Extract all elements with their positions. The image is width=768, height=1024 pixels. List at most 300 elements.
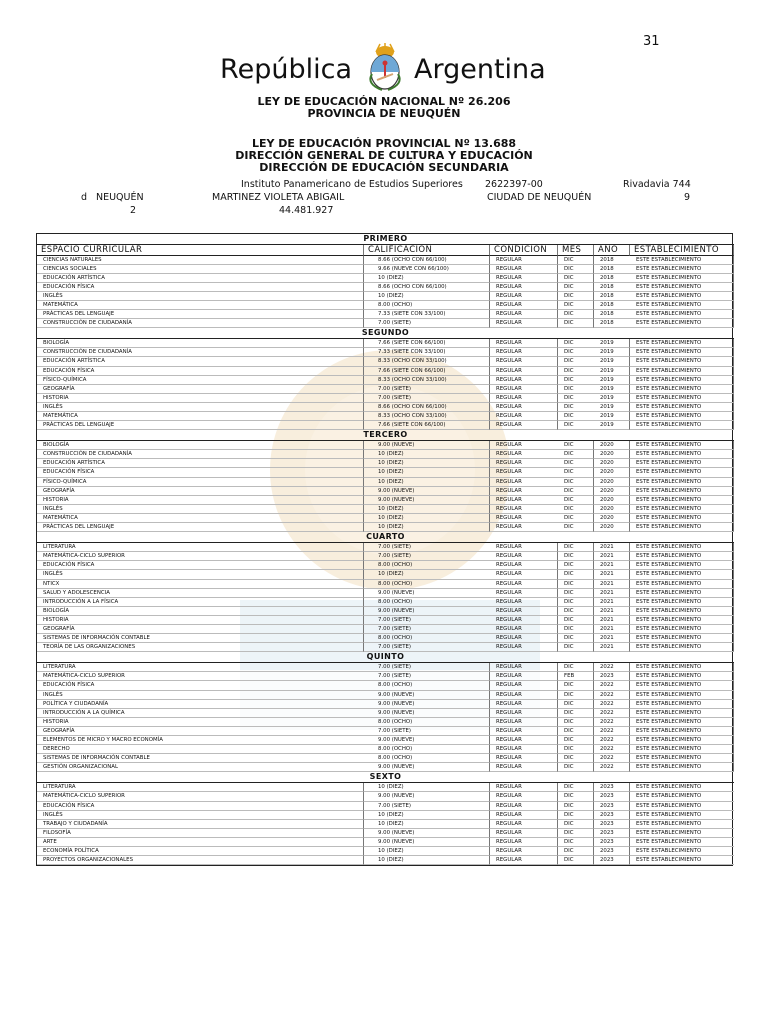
grade-cell: 10 (DIEZ) [364, 450, 490, 459]
year-heading: PRIMERO [37, 234, 734, 245]
subject-cell: LITERATURA [37, 543, 364, 552]
year-cell: 2019 [594, 367, 630, 376]
month-cell: DIC [558, 385, 594, 394]
grade-cell: 7.00 (SIETE) [364, 672, 490, 681]
grade-cell: 10 (DIEZ) [364, 523, 490, 532]
condition-cell: REGULAR [490, 634, 558, 643]
institution-cell: ESTE ESTABLECIMIENTO [630, 523, 734, 532]
institution-cell: ESTE ESTABLECIMIENTO [630, 607, 734, 616]
subject-cell: EDUCACIÓN FÍSICA [37, 681, 364, 690]
year-cell: 2020 [594, 468, 630, 477]
year-cell: 2023 [594, 811, 630, 820]
year-cell: 2022 [594, 745, 630, 754]
year-cell: 2021 [594, 598, 630, 607]
grade-cell: 8.66 (OCHO CON 66/100) [364, 403, 490, 412]
grade-cell: 8.00 (OCHO) [364, 754, 490, 763]
institution-cell: ESTE ESTABLECIMIENTO [630, 274, 734, 283]
condition-cell: REGULAR [490, 820, 558, 829]
institution-cell: ESTE ESTABLECIMIENTO [630, 580, 734, 589]
condition-cell: REGULAR [490, 421, 558, 430]
condition-cell: REGULAR [490, 274, 558, 283]
subject-cell: GEOGRAFÍA [37, 487, 364, 496]
condition-cell: REGULAR [490, 385, 558, 394]
grade-cell: 10 (DIEZ) [364, 459, 490, 468]
year-cell: 2022 [594, 700, 630, 709]
year-cell: 2018 [594, 265, 630, 274]
month-cell: DIC [558, 421, 594, 430]
year-cell: 2020 [594, 505, 630, 514]
republic-title [0, 42, 768, 92]
condition-cell: REGULAR [490, 310, 558, 319]
month-cell: DIC [558, 856, 594, 865]
institution-cell: ESTE ESTABLECIMIENTO [630, 763, 734, 772]
institute-name: Instituto Panamericano de Estudios Superiores [241, 179, 463, 190]
institution-cell: ESTE ESTABLECIMIENTO [630, 265, 734, 274]
grade-cell: 9.00 (NUEVE) [364, 709, 490, 718]
month-cell: DIC [558, 792, 594, 801]
condition-cell: REGULAR [490, 736, 558, 745]
year-cell: 2021 [594, 616, 630, 625]
institution-cell: ESTE ESTABLECIMIENTO [630, 301, 734, 310]
institution-cell: ESTE ESTABLECIMIENTO [630, 319, 734, 328]
grade-cell: 10 (DIEZ) [364, 847, 490, 856]
condition-cell: REGULAR [490, 514, 558, 523]
subject-cell: GEOGRAFÍA [37, 625, 364, 634]
institution-cell: ESTE ESTABLECIMIENTO [630, 478, 734, 487]
law-provincial: LEY DE EDUCACIÓN PROVINCIAL Nº 13.688 [251, 137, 517, 150]
grade-cell: 7.00 (SIETE) [364, 643, 490, 652]
condition-cell: REGULAR [490, 357, 558, 366]
title-left: República [220, 54, 352, 85]
header-condition: CONDICIÓN [490, 245, 558, 256]
institution-cell: ESTE ESTABLECIMIENTO [630, 487, 734, 496]
district-label: d [81, 192, 88, 203]
month-cell: DIC [558, 441, 594, 450]
subject-cell: SISTEMAS DE INFORMACIÓN CONTABLE [37, 754, 364, 763]
year-cell: 2020 [594, 478, 630, 487]
year-cell: 2022 [594, 718, 630, 727]
subject-cell: EDUCACIÓN FÍSICA [37, 367, 364, 376]
header-institution: ESTABLECIMIENTO [630, 245, 734, 256]
subject-cell: FÍSICO-QUÍMICA [37, 478, 364, 487]
month-cell: DIC [558, 468, 594, 477]
year-cell: 2023 [594, 847, 630, 856]
subject-cell: PROYECTOS ORGANIZACIONALES [37, 856, 364, 865]
institution-cell: ESTE ESTABLECIMIENTO [630, 783, 734, 792]
condition-cell: REGULAR [490, 367, 558, 376]
month-cell: DIC [558, 820, 594, 829]
grade-cell: 7.00 (SIETE) [364, 552, 490, 561]
subject-cell: TEORÍA DE LAS ORGANIZACIONES [37, 643, 364, 652]
condition-cell: REGULAR [490, 709, 558, 718]
grade-cell: 9.66 (NUEVE CON 66/100) [364, 265, 490, 274]
year-heading: TERCERO [37, 430, 734, 441]
subject-cell: EDUCACIÓN ARTÍSTICA [37, 357, 364, 366]
month-cell: DIC [558, 838, 594, 847]
header-grade: CALIFICACIÓN [364, 245, 490, 256]
grade-cell: 10 (DIEZ) [364, 274, 490, 283]
month-cell: DIC [558, 274, 594, 283]
direction-secondary: DIRECCIÓN DE EDUCACIÓN SECUNDARIA [259, 161, 509, 174]
month-cell: DIC [558, 589, 594, 598]
subject-cell: LITERATURA [37, 663, 364, 672]
subject-cell: BIOLOGÍA [37, 339, 364, 348]
year-cell: 2019 [594, 376, 630, 385]
law-national: LEY DE EDUCACIÓN NACIONAL Nº 26.206 [257, 95, 511, 108]
condition-cell: REGULAR [490, 607, 558, 616]
institution-cell: ESTE ESTABLECIMIENTO [630, 736, 734, 745]
grade-cell: 7.00 (SIETE) [364, 616, 490, 625]
coat-of-arms-icon [362, 42, 408, 92]
subject-cell: MATEMÁTICA [37, 514, 364, 523]
year-cell: 2021 [594, 543, 630, 552]
month-cell: DIC [558, 736, 594, 745]
month-cell: DIC [558, 514, 594, 523]
condition-cell: REGULAR [490, 376, 558, 385]
institution-cell: ESTE ESTABLECIMIENTO [630, 754, 734, 763]
condition-cell: REGULAR [490, 450, 558, 459]
grade-cell: 7.33 (SIETE CON 33/100) [364, 348, 490, 357]
year-cell: 2022 [594, 691, 630, 700]
condition-cell: REGULAR [490, 552, 558, 561]
institution-cell: ESTE ESTABLECIMIENTO [630, 709, 734, 718]
subject-cell: GESTIÓN ORGANIZACIONAL [37, 763, 364, 772]
year-cell: 2022 [594, 754, 630, 763]
month-cell: DIC [558, 625, 594, 634]
student-dni: 44.481.927 [279, 205, 334, 216]
subject-cell: EDUCACIÓN FÍSICA [37, 468, 364, 477]
subject-cell: MATEMÁTICA [37, 412, 364, 421]
subject-cell: CIENCIAS NATURALES [37, 256, 364, 265]
institution-cell: ESTE ESTABLECIMIENTO [630, 459, 734, 468]
institution-cell: ESTE ESTABLECIMIENTO [630, 283, 734, 292]
grade-cell: 7.00 (SIETE) [364, 663, 490, 672]
subject-cell: EDUCACIÓN ARTÍSTICA [37, 459, 364, 468]
institution-cell: ESTE ESTABLECIMIENTO [630, 672, 734, 681]
institution-cell: ESTE ESTABLECIMIENTO [630, 421, 734, 430]
condition-cell: REGULAR [490, 691, 558, 700]
institution-cell: ESTE ESTABLECIMIENTO [630, 348, 734, 357]
subject-cell: HISTORIA [37, 496, 364, 505]
year-heading: SEXTO [37, 772, 734, 783]
header-month: MES [558, 245, 594, 256]
grade-cell: 9.00 (NUEVE) [364, 441, 490, 450]
title-right: Argentina [414, 54, 546, 85]
year-cell: 2021 [594, 634, 630, 643]
institution-cell: ESTE ESTABLECIMIENTO [630, 496, 734, 505]
year-cell: 2023 [594, 792, 630, 801]
year-cell: 2022 [594, 663, 630, 672]
institution-cell: ESTE ESTABLECIMIENTO [630, 811, 734, 820]
institution-cell: ESTE ESTABLECIMIENTO [630, 256, 734, 265]
subject-cell: TRABAJO Y CIUDADANÍA [37, 820, 364, 829]
month-cell: DIC [558, 561, 594, 570]
grade-cell: 8.00 (OCHO) [364, 598, 490, 607]
month-cell: DIC [558, 348, 594, 357]
condition-cell: REGULAR [490, 478, 558, 487]
year-cell: 2021 [594, 643, 630, 652]
province-value: NEUQUÉN [96, 192, 144, 203]
grade-cell: 8.66 (OCHO CON 66/100) [364, 256, 490, 265]
month-cell: DIC [558, 634, 594, 643]
year-cell: 2020 [594, 487, 630, 496]
condition-cell: REGULAR [490, 265, 558, 274]
condition-cell: REGULAR [490, 727, 558, 736]
year-cell: 2018 [594, 310, 630, 319]
condition-cell: REGULAR [490, 681, 558, 690]
year-cell: 2018 [594, 283, 630, 292]
grade-cell: 10 (DIEZ) [364, 811, 490, 820]
year-cell: 2021 [594, 625, 630, 634]
year-cell: 2018 [594, 301, 630, 310]
subject-cell: NTICX [37, 580, 364, 589]
subject-cell: LITERATURA [37, 783, 364, 792]
subject-cell: MATEMÁTICA-CICLO SUPERIOR [37, 672, 364, 681]
year-cell: 2022 [594, 736, 630, 745]
institution-cell: ESTE ESTABLECIMIENTO [630, 838, 734, 847]
grade-cell: 10 (DIEZ) [364, 820, 490, 829]
month-cell: DIC [558, 357, 594, 366]
institution-cell: ESTE ESTABLECIMIENTO [630, 745, 734, 754]
condition-cell: REGULAR [490, 412, 558, 421]
subject-cell: GEOGRAFÍA [37, 385, 364, 394]
year-cell: 2020 [594, 441, 630, 450]
month-cell: DIC [558, 681, 594, 690]
subject-cell: INGLÉS [37, 811, 364, 820]
condition-cell: REGULAR [490, 319, 558, 328]
institute-address: Rivadavia 744 [623, 179, 691, 190]
institution-cell: ESTE ESTABLECIMIENTO [630, 700, 734, 709]
grade-cell: 7.00 (SIETE) [364, 727, 490, 736]
grade-cell: 9.00 (NUEVE) [364, 763, 490, 772]
month-cell: DIC [558, 265, 594, 274]
month-cell: DIC [558, 523, 594, 532]
subject-cell: CONSTRUCCIÓN DE CIUDADANÍA [37, 450, 364, 459]
condition-cell: REGULAR [490, 754, 558, 763]
year-cell: 2019 [594, 339, 630, 348]
institution-cell: ESTE ESTABLECIMIENTO [630, 598, 734, 607]
institution-cell: ESTE ESTABLECIMIENTO [630, 681, 734, 690]
subject-cell: SISTEMAS DE INFORMACIÓN CONTABLE [37, 634, 364, 643]
subject-cell: DERECHO [37, 745, 364, 754]
student-name: MARTINEZ VIOLETA ABIGAIL [212, 192, 345, 203]
grade-cell: 7.66 (SIETE CON 66/100) [364, 367, 490, 376]
month-cell: DIC [558, 847, 594, 856]
year-cell: 2021 [594, 561, 630, 570]
grade-cell: 8.33 (OCHO CON 33/100) [364, 412, 490, 421]
year-cell: 2023 [594, 672, 630, 681]
condition-cell: REGULAR [490, 856, 558, 865]
year-cell: 2023 [594, 820, 630, 829]
year-cell: 2021 [594, 570, 630, 579]
year-cell: 2018 [594, 274, 630, 283]
month-cell: DIC [558, 829, 594, 838]
condition-cell: REGULAR [490, 394, 558, 403]
institution-cell: ESTE ESTABLECIMIENTO [630, 385, 734, 394]
condition-cell: REGULAR [490, 561, 558, 570]
subject-cell: HISTORIA [37, 394, 364, 403]
month-cell: DIC [558, 763, 594, 772]
condition-cell: REGULAR [490, 792, 558, 801]
month-cell: DIC [558, 607, 594, 616]
month-cell: DIC [558, 802, 594, 811]
month-cell: DIC [558, 283, 594, 292]
subject-cell: FILOSOFÍA [37, 829, 364, 838]
year-cell: 2020 [594, 459, 630, 468]
subject-cell: PRÁCTICAS DEL LENGUAJE [37, 310, 364, 319]
institution-cell: ESTE ESTABLECIMIENTO [630, 561, 734, 570]
year-cell: 2023 [594, 783, 630, 792]
direction-general: DIRECCIÓN GENERAL DE CULTURA Y EDUCACIÓN [235, 149, 533, 162]
header-year: AÑO [594, 245, 630, 256]
condition-cell: REGULAR [490, 802, 558, 811]
month-cell: DIC [558, 700, 594, 709]
institution-cell: ESTE ESTABLECIMIENTO [630, 394, 734, 403]
year-cell: 2020 [594, 450, 630, 459]
month-cell: DIC [558, 643, 594, 652]
institution-cell: ESTE ESTABLECIMIENTO [630, 514, 734, 523]
subject-cell: EDUCACIÓN FÍSICA [37, 283, 364, 292]
year-cell: 2019 [594, 403, 630, 412]
year-cell: 2023 [594, 838, 630, 847]
condition-cell: REGULAR [490, 283, 558, 292]
grade-cell: 10 (DIEZ) [364, 856, 490, 865]
year-cell: 2019 [594, 394, 630, 403]
institution-cell: ESTE ESTABLECIMIENTO [630, 570, 734, 579]
month-cell: DIC [558, 459, 594, 468]
subject-cell: EDUCACIÓN ARTÍSTICA [37, 274, 364, 283]
institution-cell: ESTE ESTABLECIMIENTO [630, 292, 734, 301]
subject-cell: CONSTRUCCIÓN DE CIUDADANÍA [37, 348, 364, 357]
subject-cell: CONSTRUCCIÓN DE CIUDADANÍA [37, 319, 364, 328]
subject-cell: BIOLOGÍA [37, 441, 364, 450]
condition-cell: REGULAR [490, 256, 558, 265]
subject-cell: GEOGRAFÍA [37, 727, 364, 736]
institution-cell: ESTE ESTABLECIMIENTO [630, 543, 734, 552]
grade-cell: 8.00 (OCHO) [364, 718, 490, 727]
month-cell: DIC [558, 301, 594, 310]
month-cell: DIC [558, 718, 594, 727]
subject-cell: INGLÉS [37, 505, 364, 514]
institution-cell: ESTE ESTABLECIMIENTO [630, 829, 734, 838]
subject-cell: SALUD Y ADOLESCENCIA [37, 589, 364, 598]
year-cell: 2018 [594, 256, 630, 265]
condition-cell: REGULAR [490, 700, 558, 709]
condition-cell: REGULAR [490, 616, 558, 625]
institution-cell: ESTE ESTABLECIMIENTO [630, 357, 734, 366]
institution-cell: ESTE ESTABLECIMIENTO [630, 339, 734, 348]
subject-cell: FÍSICO-QUÍMICA [37, 376, 364, 385]
subject-cell: ARTE [37, 838, 364, 847]
institution-cell: ESTE ESTABLECIMIENTO [630, 376, 734, 385]
year-cell: 2023 [594, 829, 630, 838]
header-subject: ESPACIO CURRICULAR [37, 245, 364, 256]
condition-cell: REGULAR [490, 487, 558, 496]
condition-cell: REGULAR [490, 441, 558, 450]
grade-cell: 7.33 (SIETE CON 33/100) [364, 310, 490, 319]
year-cell: 2019 [594, 421, 630, 430]
subject-cell: PRÁCTICAS DEL LENGUAJE [37, 421, 364, 430]
institution-cell: ESTE ESTABLECIMIENTO [630, 441, 734, 450]
grade-cell: 9.00 (NUEVE) [364, 487, 490, 496]
institution-cell: ESTE ESTABLECIMIENTO [630, 505, 734, 514]
year-cell: 2022 [594, 681, 630, 690]
subject-cell: INTRODUCCIÓN A LA FÍSICA [37, 598, 364, 607]
subject-cell: INGLÉS [37, 691, 364, 700]
condition-cell: REGULAR [490, 523, 558, 532]
month-cell: DIC [558, 412, 594, 421]
institution-cell: ESTE ESTABLECIMIENTO [630, 367, 734, 376]
condition-cell: REGULAR [490, 838, 558, 847]
month-cell: DIC [558, 727, 594, 736]
subject-cell: INGLÉS [37, 403, 364, 412]
condition-cell: REGULAR [490, 663, 558, 672]
month-cell: FEB [558, 672, 594, 681]
grade-cell: 10 (DIEZ) [364, 783, 490, 792]
month-cell: DIC [558, 754, 594, 763]
month-cell: DIC [558, 403, 594, 412]
number-two: 2 [130, 205, 137, 216]
grade-cell: 8.33 (OCHO CON 33/100) [364, 376, 490, 385]
month-cell: DIC [558, 745, 594, 754]
year-cell: 2022 [594, 727, 630, 736]
year-cell: 2021 [594, 580, 630, 589]
grade-cell: 8.00 (OCHO) [364, 634, 490, 643]
grade-cell: 10 (DIEZ) [364, 292, 490, 301]
condition-cell: REGULAR [490, 403, 558, 412]
institution-cell: ESTE ESTABLECIMIENTO [630, 450, 734, 459]
month-cell: DIC [558, 616, 594, 625]
month-cell: DIC [558, 256, 594, 265]
year-cell: 2021 [594, 607, 630, 616]
month-cell: DIC [558, 543, 594, 552]
subject-cell: HISTORIA [37, 718, 364, 727]
month-cell: DIC [558, 319, 594, 328]
institution-cell: ESTE ESTABLECIMIENTO [630, 663, 734, 672]
condition-cell: REGULAR [490, 459, 558, 468]
subject-cell: MATEMÁTICA [37, 301, 364, 310]
grade-cell: 8.00 (OCHO) [364, 561, 490, 570]
year-cell: 2019 [594, 412, 630, 421]
year-heading: QUINTO [37, 652, 734, 663]
institution-cell: ESTE ESTABLECIMIENTO [630, 727, 734, 736]
grade-cell: 7.66 (SIETE CON 66/100) [364, 339, 490, 348]
grade-cell: 9.00 (NUEVE) [364, 792, 490, 801]
month-cell: DIC [558, 811, 594, 820]
month-cell: DIC [558, 570, 594, 579]
year-cell: 2023 [594, 856, 630, 865]
grade-cell: 10 (DIEZ) [364, 570, 490, 579]
condition-cell: REGULAR [490, 468, 558, 477]
subject-cell: PRÁCTICAS DEL LENGUAJE [37, 523, 364, 532]
subject-cell: CIENCIAS SOCIALES [37, 265, 364, 274]
condition-cell: REGULAR [490, 811, 558, 820]
subject-cell: ELEMENTOS DE MICRO Y MACRO ECONOMÍA [37, 736, 364, 745]
month-cell: DIC [558, 339, 594, 348]
condition-cell: REGULAR [490, 543, 558, 552]
grade-cell: 9.00 (NUEVE) [364, 589, 490, 598]
year-cell: 2020 [594, 523, 630, 532]
condition-cell: REGULAR [490, 745, 558, 754]
number-nine: 9 [684, 192, 691, 203]
month-cell: DIC [558, 367, 594, 376]
condition-cell: REGULAR [490, 625, 558, 634]
grade-cell: 9.00 (NUEVE) [364, 736, 490, 745]
condition-cell: REGULAR [490, 829, 558, 838]
condition-cell: REGULAR [490, 763, 558, 772]
subject-cell: ECONOMÍA POLÍTICA [37, 847, 364, 856]
month-cell: DIC [558, 450, 594, 459]
